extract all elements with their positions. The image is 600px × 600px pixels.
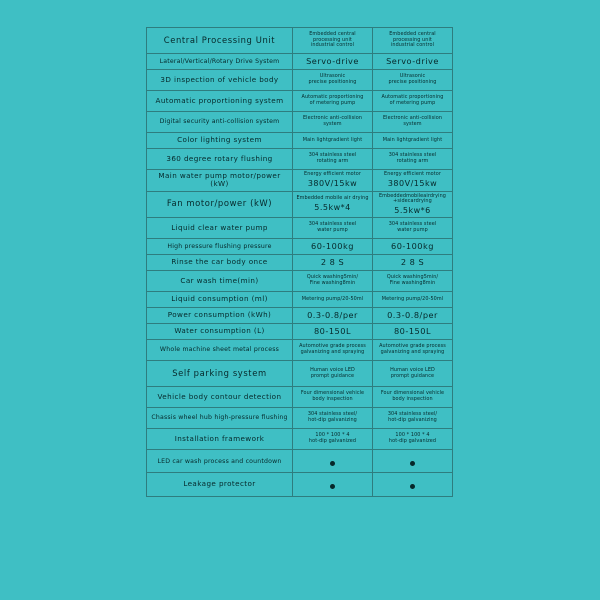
spec-value-line: Embedded central <box>309 31 356 38</box>
spec-value-line: industrial control <box>310 42 355 49</box>
spec-value-line: processing unit <box>313 36 352 43</box>
spec-value-line: hot-dip galvanized <box>308 438 357 445</box>
spec-value-line: Embedded mobile air drying <box>296 195 369 202</box>
spec-value-b <box>373 450 453 473</box>
table-row <box>147 340 453 361</box>
spec-value-a <box>293 408 373 429</box>
spec-value-line: system <box>323 121 342 127</box>
spec-value-a <box>293 191 373 217</box>
spec-value-line: galvanizing and spraying <box>380 349 445 356</box>
spec-value-line: Electronic anti-collision <box>382 115 443 122</box>
spec-value-line: rotating arm <box>396 158 429 164</box>
spec-value-line: prompt guidance <box>310 372 355 379</box>
table-row <box>147 70 453 91</box>
spec-value-b <box>373 170 453 192</box>
spec-value-emphasis: 60-100kg <box>391 240 434 251</box>
spec-value-line: Embedded central <box>389 31 436 38</box>
spec-value-b <box>373 292 453 308</box>
spec-value-line: 304 stainless steel/ <box>307 411 358 418</box>
spec-feature-label <box>147 450 293 473</box>
spec-value-a <box>293 429 373 450</box>
spec-feature-text: LED car wash process and countdown <box>157 457 282 465</box>
spec-feature-label <box>147 191 293 217</box>
table-row <box>147 191 453 217</box>
spec-value-line: hot-dip galvanizing <box>308 417 357 424</box>
specification-table-body <box>147 28 453 497</box>
table-row <box>147 292 453 308</box>
spec-value-line: Energy efficient motor <box>304 171 361 178</box>
spec-value-b <box>373 473 453 496</box>
spec-value-a <box>293 324 373 340</box>
spec-value-line: Metering pump/20-50ml <box>381 295 444 302</box>
spec-value-line: Embedded​mobile​air​drying <box>378 192 447 199</box>
spec-value-line: Automotive grade process <box>299 343 366 350</box>
spec-feature-text: Liquid consumption (ml) <box>171 294 268 304</box>
spec-value-line: hot-dip galvanizing <box>388 417 437 424</box>
spec-value-b <box>373 54 453 70</box>
spec-feature-label <box>147 408 293 429</box>
spec-value-a <box>293 255 373 271</box>
spec-feature-text: Chassis wheel hub high-pressure flushing <box>151 414 288 422</box>
spec-value-line: 304 stainless steel <box>308 152 357 159</box>
spec-value-line: 100 * 100 * 4 <box>395 432 430 439</box>
spec-feature-label <box>147 255 293 271</box>
spec-value-line: water pump <box>317 227 348 234</box>
spec-value-b <box>373 191 453 217</box>
spec-feature-label <box>147 149 293 170</box>
spec-value-line: 304 stainless steel <box>308 221 357 228</box>
spec-value-a <box>293 218 373 239</box>
spec-value-emphasis: Servo-drive <box>306 55 359 66</box>
spec-value-line: processing unit <box>393 36 432 43</box>
spec-feature-text: Fan motor/power (kW) <box>166 198 273 209</box>
spec-feature-text: Car wash time(min) <box>180 275 259 285</box>
spec-value-emphasis: 80-150L <box>313 325 352 336</box>
table-row <box>147 450 453 473</box>
spec-value-b <box>373 387 453 408</box>
spec-feature-label <box>147 70 293 91</box>
spec-value-line: 304 stainless steel <box>388 221 437 228</box>
table-row <box>147 387 453 408</box>
spec-feature-label <box>147 271 293 292</box>
spec-value-emphasis: 0.3-0.8/per <box>387 309 438 320</box>
spec-value-emphasis: 2 8 S <box>320 256 345 267</box>
spec-feature-label <box>147 112 293 133</box>
spec-value-line: Metering pump/20-50ml <box>301 295 364 302</box>
spec-value-a <box>293 239 373 255</box>
spec-value-line: galvanizing and spraying <box>300 349 365 356</box>
spec-value-a <box>293 271 373 292</box>
spec-feature-label <box>147 387 293 408</box>
spec-feature-text: Digital security anti-collision system <box>159 118 280 126</box>
spec-value-a <box>293 91 373 112</box>
spec-feature-label <box>147 54 293 70</box>
spec-value-line: Main lightgradient light <box>302 136 363 143</box>
table-row <box>147 133 453 149</box>
spec-value-a <box>293 28 373 54</box>
spec-value-line: Ultrasonic <box>319 73 346 80</box>
spec-value-a <box>293 450 373 473</box>
spec-value-b <box>373 112 453 133</box>
table-row <box>147 361 453 387</box>
spec-value-line: water pump <box>397 227 428 234</box>
spec-value-emphasis: 0.3-0.8/per <box>307 309 358 320</box>
spec-feature-text: Whole machine sheet metal process <box>159 346 280 354</box>
table-row <box>147 218 453 239</box>
spec-feature-label <box>147 133 293 149</box>
table-row <box>147 149 453 170</box>
spec-value-b <box>373 308 453 324</box>
spec-feature-text: Central Processing Unit <box>163 34 276 45</box>
spec-feature-label <box>147 361 293 387</box>
spec-value-b <box>373 324 453 340</box>
spec-value-a <box>293 361 373 387</box>
spec-value-line: body inspection <box>392 396 433 403</box>
spec-value-line: Four dimensional vehicle <box>380 390 445 397</box>
spec-value-line: rotating arm <box>316 158 349 164</box>
spec-value-a <box>293 149 373 170</box>
spec-feature-text: 3D inspection of vehicle body <box>160 74 279 84</box>
spec-value-line: Human voice LED <box>390 366 435 373</box>
spec-value-line: Automatic proportioning <box>381 94 444 101</box>
spec-value-emphasis: 380V/15kw <box>387 179 438 188</box>
spec-feature-label <box>147 292 293 308</box>
bullet-dot-icon <box>330 461 335 466</box>
spec-value-line: Ultrasonic <box>399 73 426 80</box>
spec-value-emphasis: 5.5kw*4 <box>314 203 351 213</box>
spec-value-line: 304 stainless steel <box>388 152 437 159</box>
spec-feature-text: Main water pump motor/power (kW) <box>158 171 281 189</box>
spec-value-line: prompt guidance <box>390 372 435 379</box>
spec-value-b <box>373 271 453 292</box>
spec-feature-text: Liquid clear water pump <box>171 222 268 232</box>
spec-value-line: precise positioning <box>388 79 437 85</box>
spec-value-line: Electronic anti-collision <box>302 115 363 122</box>
spec-feature-text: Installation framework <box>174 433 265 443</box>
spec-feature-text: Water consumption (L) <box>174 326 265 336</box>
spec-value-b <box>373 70 453 91</box>
spec-value-b <box>373 361 453 387</box>
spec-feature-text: Lateral/Vertical/Rotary Drive System <box>159 57 280 65</box>
spec-value-a <box>293 54 373 70</box>
spec-feature-label <box>147 218 293 239</box>
table-row <box>147 429 453 450</box>
table-row <box>147 408 453 429</box>
spec-value-line: 100 * 100 * 4 <box>315 432 350 439</box>
spec-value-a <box>293 70 373 91</box>
spec-value-a <box>293 133 373 149</box>
spec-value-line: precise positioning <box>308 79 357 85</box>
spec-value-line: industrial control <box>390 42 435 49</box>
spec-feature-text: Power consumption (kWh) <box>167 310 272 320</box>
spec-feature-label <box>147 239 293 255</box>
spec-value-line: hot-dip galvanized <box>388 438 437 445</box>
spec-value-emphasis: 380V/15kw <box>307 179 358 188</box>
spec-feature-label <box>147 28 293 54</box>
spec-value-b <box>373 239 453 255</box>
spec-value-emphasis: 80-150L <box>393 325 432 336</box>
spec-feature-text: Leakage protector <box>183 479 256 489</box>
spec-value-line: system <box>403 121 422 127</box>
bullet-dot-icon <box>330 484 335 489</box>
spec-value-line: Fine washing8min <box>309 280 356 287</box>
bullet-dot-icon <box>410 461 415 466</box>
spec-feature-label <box>147 324 293 340</box>
spec-value-a <box>293 473 373 496</box>
spec-value-b <box>373 133 453 149</box>
spec-value-a <box>293 340 373 361</box>
table-row <box>147 170 453 192</box>
spec-value-b <box>373 429 453 450</box>
spec-value-line: Four dimensional vehicle <box>300 390 365 397</box>
spec-value-line: of metering pump <box>389 100 436 106</box>
spec-value-line: Automotive grade process <box>379 343 446 350</box>
spec-value-line: +sidecar​drying <box>393 198 432 205</box>
spec-value-emphasis: 60-100kg <box>311 240 354 251</box>
spec-value-b <box>373 91 453 112</box>
table-row <box>147 473 453 496</box>
spec-value-emphasis: 2 8 S <box>400 256 425 267</box>
spec-value-line: body inspection <box>312 396 353 403</box>
spec-value-a <box>293 387 373 408</box>
spec-value-line: Main lightgradient light <box>382 136 443 143</box>
spec-value-a <box>293 292 373 308</box>
spec-value-a <box>293 308 373 324</box>
spec-feature-label <box>147 91 293 112</box>
spec-feature-text: Vehicle body contour detection <box>157 391 282 401</box>
spec-value-b <box>373 149 453 170</box>
table-row <box>147 239 453 255</box>
spec-value-line: Human voice LED <box>310 366 355 373</box>
table-row <box>147 308 453 324</box>
spec-value-line: Fine washing8min <box>389 280 436 287</box>
table-row <box>147 271 453 292</box>
spec-value-emphasis: 5.5kw*6 <box>394 205 431 215</box>
bullet-dot-icon <box>410 484 415 489</box>
spec-feature-label <box>147 340 293 361</box>
table-row <box>147 28 453 54</box>
spec-feature-text: High pressure flushing pressure <box>167 242 272 250</box>
spec-value-b <box>373 340 453 361</box>
spec-value-a <box>293 112 373 133</box>
table-row <box>147 255 453 271</box>
spec-value-b <box>373 28 453 54</box>
spec-value-line: Quick washing5min/ <box>386 274 439 281</box>
table-row <box>147 112 453 133</box>
spec-feature-text: Color lighting system <box>177 135 262 145</box>
specification-table <box>146 27 453 497</box>
spec-value-line: of metering pump <box>309 100 356 106</box>
spec-value-b <box>373 408 453 429</box>
spec-value-b <box>373 218 453 239</box>
spec-feature-label <box>147 308 293 324</box>
spec-value-line: Quick washing5min/ <box>306 274 359 281</box>
spec-value-line: 304 stainless steel/ <box>387 411 438 418</box>
spec-value-line: Automatic proportioning <box>301 94 364 101</box>
spec-value-line: Energy efficient motor <box>384 171 441 178</box>
spec-feature-text: Automatic proportioning system <box>155 95 284 105</box>
spec-feature-label <box>147 170 293 192</box>
spec-feature-label <box>147 473 293 496</box>
table-row <box>147 54 453 70</box>
spec-feature-text: Rinse the car body once <box>171 257 268 267</box>
spec-value-b <box>373 255 453 271</box>
spec-value-a <box>293 170 373 192</box>
spec-feature-text: Self parking system <box>172 367 267 378</box>
spec-feature-text: 360 degree rotary flushing <box>166 153 273 163</box>
table-row <box>147 91 453 112</box>
table-row <box>147 324 453 340</box>
spec-feature-label <box>147 429 293 450</box>
spec-value-emphasis: Servo-drive <box>386 55 439 66</box>
